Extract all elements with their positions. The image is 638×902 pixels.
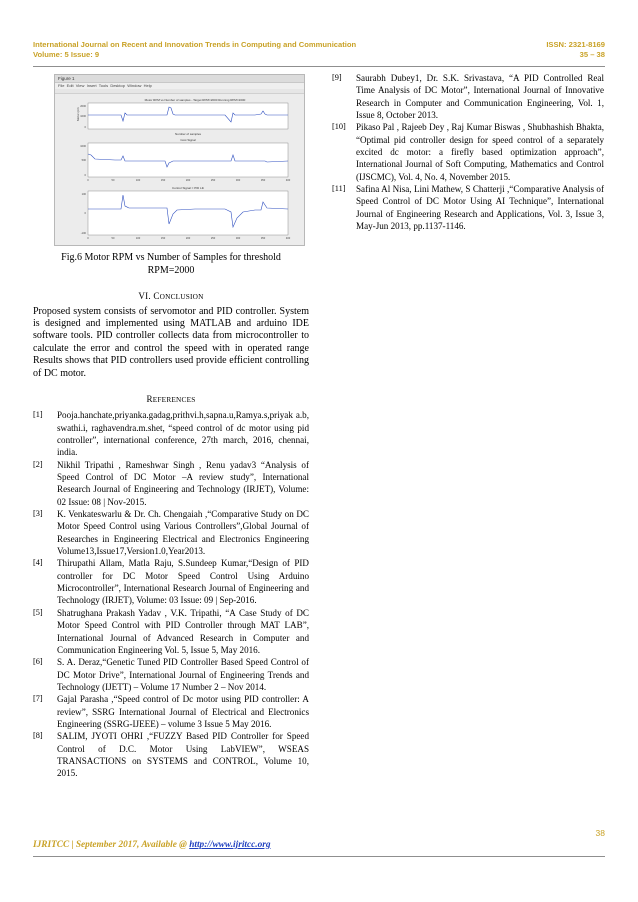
reference-item [33,693,309,730]
reference-text: Saurabh Dubey1, Dr. S.K. Srivastava, “A PID Controlled Real Time Analysis of DC Motor”, International Journal of Innovative Research in Computer and Communication Engineering, Vol. 1, Issue 8, October 2013. [356,73,604,121]
plot-1-ytick: 1000 [80,115,86,118]
plot-3-xtick: 0 [87,237,89,240]
plot-2-xtick: 0 [87,179,89,182]
plot-2 [80,138,291,182]
figure-titlebar [55,75,304,83]
header-rule [33,66,605,67]
footer-label: IJRITCC | September 2017, Available @ [33,840,190,850]
plot-2-xtick: 250 [210,179,216,182]
reference-item [33,656,309,693]
reference-text: Shatrughana Prakash Yadav , V.K. Tripathi, “A Case Study of DC Motor Speed Control with PID Controller through MAT LAB”, International Journal of Advanced Research in Computer and Communication Engineering Vol. 5, Issue 5, May 2016. [57,607,309,655]
plot-3-xtick: 50 [111,237,115,240]
reference-text: SALIM, JYOTI OHRI ,“FUZZY Based PID Controller for Speed Control of D.C. Motor Using LabVIEW”, WSEAS TRANSACTIONS on SYSTEMS and CONTROL, Volume 10, 2015. [57,731,309,779]
reference-text: Safina Al Nisa, Lini Mathew, S Chatterji ,“Comparative Analysis of Speed Control of DC Motor Using AI Technique”, International Journal of Engineering Research and Applications, Vol. 3, Issue 3, May-Jun 2013, pp.1137-1146. [356,184,604,232]
plot-3-xtick: 400 [285,237,291,240]
figure-plots [55,94,304,246]
plot-3 [81,186,291,240]
plot-1-ytick: 2000 [80,105,86,108]
plot-2-xtick: 400 [285,179,291,182]
figure-caption [33,252,309,277]
figure-window-title: Figure 1 [58,76,75,81]
plot-2-ytick: 0 [84,174,86,177]
reference-item [33,508,309,557]
plot-3-xtick: 200 [185,237,191,240]
plot-1-title: Motor RPM vs Number of samples - Target RPM=2000 Running RPM=2000 [144,98,246,102]
reference-number: [4] [33,558,43,568]
reference-item [33,409,309,458]
reference-number: [5] [33,607,43,617]
plot-2-xtick: 350 [260,179,266,182]
reference-item [33,459,309,508]
plot-3-xtick: 150 [160,237,166,240]
plot-1-xlabel: Number of samples [174,132,202,136]
conclusion-heading-initial: C [153,291,160,302]
plot-3-xtick: 350 [260,237,266,240]
reference-number: [7] [33,694,43,704]
references-heading-initial: R [146,393,153,404]
reference-item [332,183,604,232]
plot-3-axes [88,191,288,235]
plot-2-xtick: 100 [135,179,141,182]
page-range: 35 – 38 [579,50,605,59]
volume-issue: Volume: 5 Issue: 9 [33,50,100,59]
reference-text: Pooja.hanchate,priyanka.gadag,prithvi.h,sapna.u,Ramya.s,priyak a.b, swathi.i, raghavendra.m.shet, “speed control of dc motor using pid controller”, international conference, 27th march, 2016, chennai, india. [57,410,309,458]
reference-number: [9] [332,73,342,82]
reference-number: [1] [33,410,43,420]
plot-2-xtick: 200 [185,179,191,182]
caption-line-1: Fig.6 Motor RPM vs Number of Samples for threshold [61,252,281,263]
plot-2-ytick: 500 [81,159,86,162]
plot-2-xtick: 150 [160,179,166,182]
plot-3-xtick: 100 [135,237,141,240]
conclusion-text: Proposed system consists of servomotor and PID controller. System is designed and implemented using MATLAB and arduino IDE software tools. PID controller collects data from microcontroller to calculate the error and control the speed with in operated range Results shows that PID controllers used provide efficient controlling of DC motor. [33,305,309,379]
plot-3-xtick: 300 [235,237,241,240]
reference-text: Nikhil Tripathi , Rameshwar Singh , Renu yadav3 “Analysis of Speed Control of DC Motor –A review study”, International Research Journal of Engineering and Technology (IRJET), Volume: 02 Issue: 08 | Nov-2015. [57,459,309,507]
plot-1 [76,98,288,136]
reference-number: [6] [33,657,43,667]
reference-text: S. A. Deraz,“Genetic Tuned PID Controller Based Speed Control of DC Motor Drive”, International Journal of Engineering Trends and Technology (IJETT) – Volume 17 Number 2 – Nov 2014. [57,657,309,692]
plot-3-xtick: 250 [210,237,216,240]
figure-window [54,74,305,246]
issn: ISSN: 2321-8169 [546,40,605,49]
plot-2-xtick: 300 [235,179,241,182]
figure-menubar: File Edit View Insert Tools Desktop Window Help [55,83,304,89]
caption-line-2: RPM=2000 [147,264,195,276]
plot-3-ytick: 100 [81,193,86,196]
references-heading [33,393,309,406]
journal-title: International Journal on Recent and Innovation Trends in Computing and Communication [33,40,357,49]
left-column [33,252,309,780]
conclusion-heading [33,290,309,303]
reference-item [332,72,604,121]
reference-number: [11] [332,184,346,194]
footer-rule [33,856,605,857]
reference-text: K. Venkateswarlu & Dr. Ch. Chengaiah ,“Comparative Study on DC Motor Speed Control using Various Controllers”,Global Journal of Researches in Engineering Electrical and Electronics Engineering Volume13,Issue17,Version1.0,Year2013. [57,509,309,557]
footer-link[interactable]: http://www.ijritcc.org [189,840,271,850]
page-number: 38 [595,828,605,838]
references-list-right [332,72,604,232]
references-list-left [33,409,309,779]
reference-item [33,557,309,606]
reference-number: [2] [33,459,43,469]
plot-3-ytick: -100 [80,232,86,235]
reference-number: [8] [33,731,43,741]
plot-1-axes [88,103,288,129]
plot-1-ylabel: Motor rpm [76,107,80,121]
references-heading-rest: EFERENCES [152,394,196,404]
reference-text: Gajal Parasha ,“Speed control of Dc motor using PID controller: A review”, SSRG International Journal of Electrical and Electronics Engineering (SSRG-IJEEE) – volume 3 Issue 5 May 2016. [57,694,309,729]
reference-item [33,607,309,656]
reference-text: Pikaso Pal , Rajeeb Dey , Raj Kumar Biswas , Shubhashish Bhakta, “Optimal pid controller design for speed control of a separately excited dc motor: a firefly based optimization approach”, International Journal of Soft Computing, Mathematics and Control (IJSCMC), Vol. 4, No. 4, November 2015. [356,122,604,182]
plot-2-title: Cost Signal [180,138,196,142]
plot-3-title: Control Signal = PID Lib [171,186,205,190]
conclusion-heading-num: VI. [138,291,151,302]
footer-text [33,840,271,850]
reference-item [33,730,309,779]
reference-text: Thirupathi Allam, Matla Raju, S.Sundeep Kumar,“Design of PID controller for DC Motor Speed Control Using Arduino Microcontroller”, International Research Journal of Engineering and Technology (IRJET), Volume: 03 Issue: 09 | Sep-2016. [57,558,309,606]
right-column [332,72,604,232]
plot-3-ytick: 0 [84,212,86,215]
conclusion-heading-rest: ONCLUSION [159,292,204,302]
plot-2-ytick: 1000 [80,145,86,148]
reference-number: [3] [33,509,43,519]
plot-2-xtick: 50 [111,179,115,182]
plot-1-ytick: 0 [84,126,86,129]
reference-item [332,121,604,183]
reference-number: [10] [332,122,346,132]
